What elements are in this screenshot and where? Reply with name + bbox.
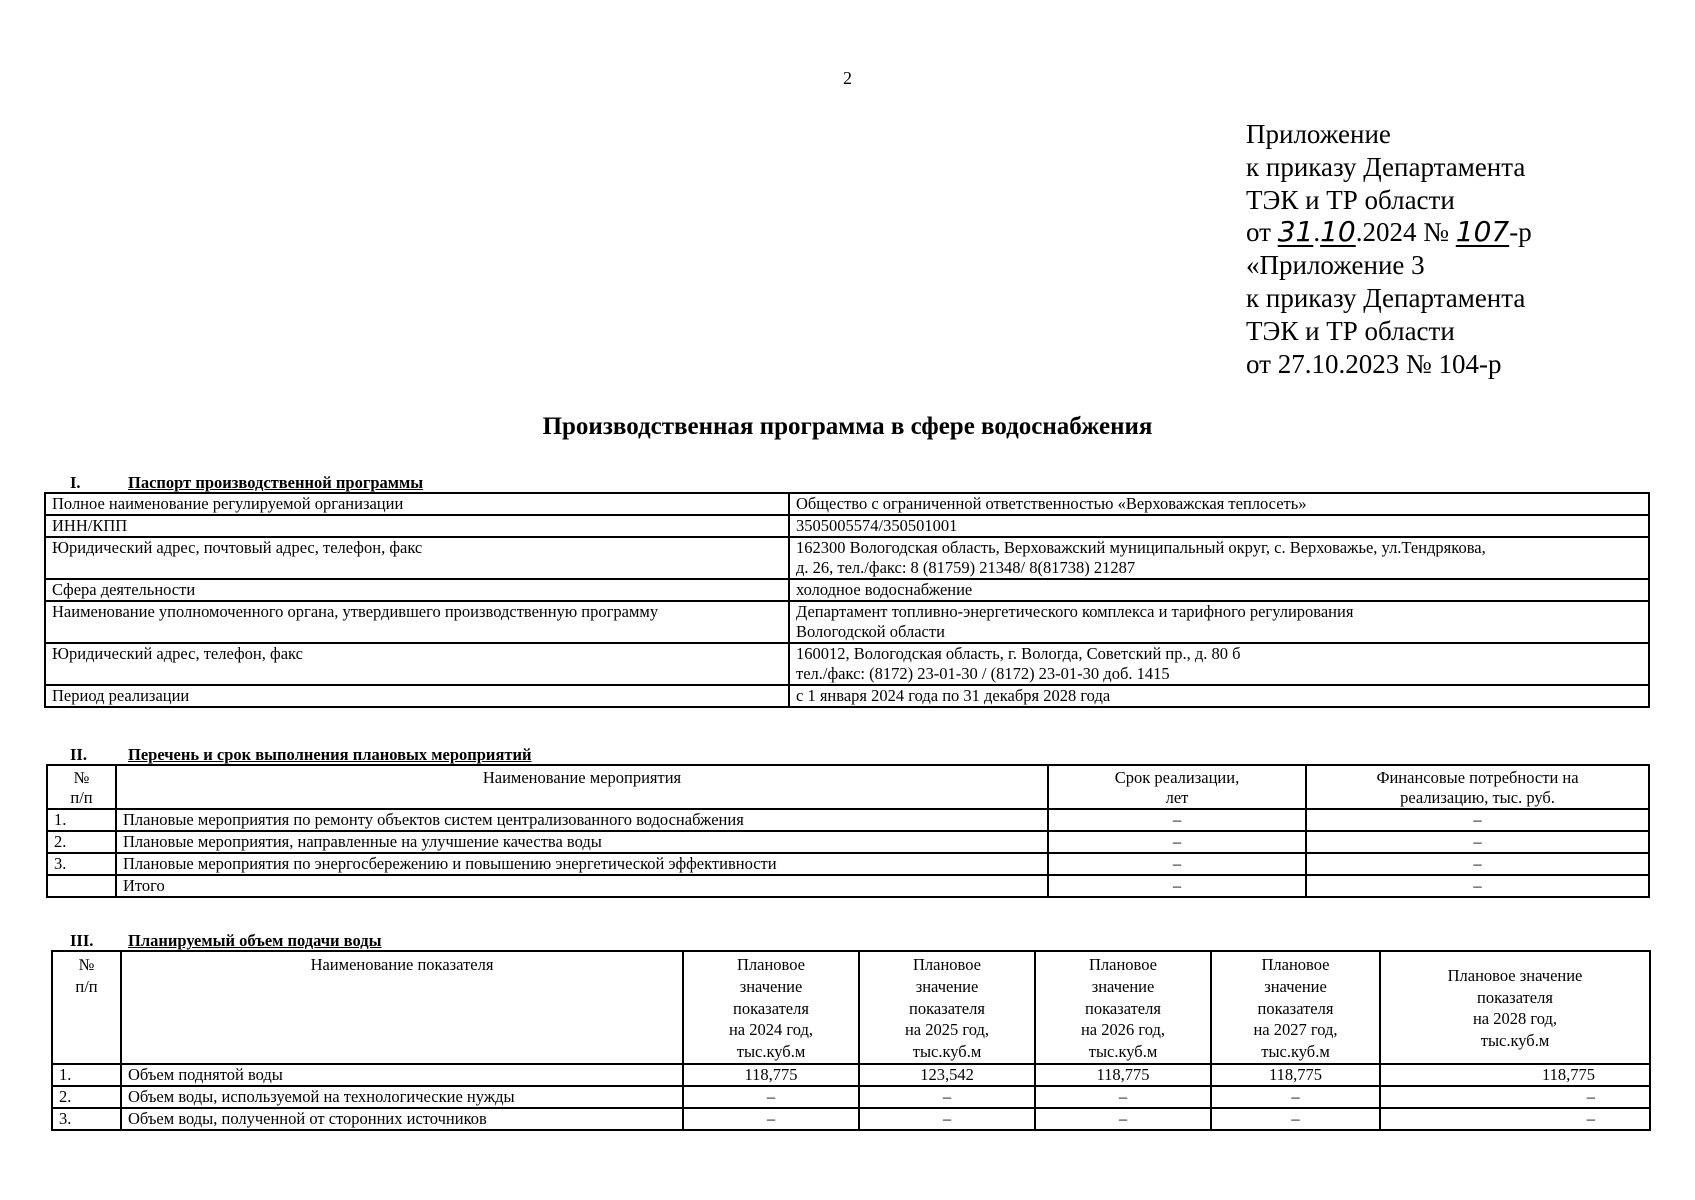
section-title-text: Паспорт производственной программы [128,473,424,492]
row-value: – [1211,1086,1380,1108]
passport-value: Общество с ограниченной ответственностью «Верховажская теплосеть» [789,493,1649,515]
header-num [47,765,116,809]
header-text: тыс.куб.м [912,1042,982,1062]
header-text: тыс.куб.м [1088,1042,1158,1062]
row-num: 2. [52,1086,121,1108]
section-number: II. [70,745,87,764]
header-text: показателя [1085,998,1161,1018]
passport-value: Департамент топливно-энергетического комплекса и тарифного регулирования [796,602,1354,621]
table-row [52,1108,1650,1130]
row-name: Плановые мероприятия, направленные на улучшение качества воды [116,831,1048,853]
passport-value-line2: тел./факс: (8172) 23-01-30 / (8172) 23-01-30 доб. 1415 [796,664,1170,683]
header-text: тыс.куб.м [736,1042,806,1062]
section-1-title [70,473,423,493]
row-financial: – [1306,831,1649,853]
header-text: на 2025 год, [904,1020,990,1040]
header-text: Плановое [1088,955,1157,974]
row-term: – [1048,875,1306,897]
passport-value: с 1 января 2024 года по 31 декабря 2028 года [789,685,1649,707]
section-number: I. [70,473,81,492]
section-title-text: Планируемый объем подачи воды [128,931,382,950]
header-text: на 2026 год, [1080,1020,1166,1040]
header-text: п/п [75,976,98,996]
table-row [45,685,1649,707]
header-text: показателя [1257,998,1334,1018]
row-name: Плановые мероприятия по энергосбережению и повышению энергетической эффективности [116,853,1048,875]
passport-table [44,492,1650,708]
row-financial: – [1306,853,1649,875]
order-year-number: .2024 № [1355,217,1456,248]
header-text: тыс.куб.м [1480,1031,1550,1051]
table-row [47,809,1649,831]
header-text: Плановое [736,955,805,974]
header-year-2027 [1211,951,1380,1064]
row-num: 1. [52,1064,121,1086]
row-value: – [1211,1108,1380,1130]
row-value: 123,542 [859,1064,1035,1086]
header-text: Срок реализации, [1114,768,1240,787]
table-header-row [52,951,1650,1064]
handwritten-month: 10 [1320,215,1356,249]
header-num [52,951,121,1064]
header-text: № [78,955,95,974]
row-value: – [859,1108,1035,1130]
appendix-line: «Приложение 3 [1246,250,1425,281]
order-suffix: -р [1509,217,1532,248]
header-text: показателя [733,998,809,1018]
table-header-row [47,765,1649,809]
water-volume-table [51,950,1651,1131]
page-number: 2 [843,68,852,88]
passport-value: 3505005574/350501001 [789,515,1649,537]
passport-value: холодное водоснабжение [789,579,1649,601]
header-text: Плановое значение [1447,965,1583,985]
header-text: тыс.куб.м [1261,1042,1330,1062]
passport-value-cell [789,537,1649,579]
order-prefix: от [1246,217,1278,248]
table-row [45,643,1649,685]
header-year-2028 [1380,951,1650,1064]
row-term: – [1048,831,1306,853]
handwritten-day: 31 [1277,215,1314,249]
row-value: 118,775 [683,1064,859,1086]
table-row [45,493,1649,515]
row-financial: – [1306,809,1649,831]
row-value: – [1035,1108,1211,1130]
header-text: п/п [70,788,93,807]
header-name: Наименование мероприятия [116,765,1048,809]
row-term: – [1048,853,1306,875]
appendix-line: Приложение [1246,119,1391,149]
appendix-line: от 27.10.2023 № 104-р [1246,348,1502,379]
row-value: – [1035,1086,1211,1108]
appendix-line: ТЭК и ТР области [1246,315,1455,346]
table-row [52,1086,1650,1108]
header-name: Наименование показателя [121,951,683,1064]
table-row [47,875,1649,897]
passport-label: ИНН/КПП [45,515,789,537]
header-financial [1306,765,1649,809]
header-text: значение [1091,976,1155,996]
row-value: 118,775 [1035,1064,1211,1086]
header-text: значение [915,976,979,996]
measures-table [46,764,1650,898]
table-row [45,515,1649,537]
table-row [47,831,1649,853]
passport-value: 162300 Вологодская область, Верховажский муниципальный округ, с. Верховажье, ул.Тендрякова, [796,538,1486,557]
table-row [52,1064,1650,1086]
row-value: 118,775 [1380,1064,1650,1086]
table-row [45,579,1649,601]
row-term: – [1048,809,1306,831]
header-text: Финансовые потребности на [1376,768,1579,787]
passport-label: Полное наименование регулируемой организации [45,493,789,515]
header-text: на 2028 год, [1472,1009,1558,1029]
header-year-2025 [859,951,1035,1064]
date-separator: . [1313,217,1321,248]
row-name: Итого [116,875,1048,897]
passport-label: Период реализации [45,685,789,707]
section-title-text: Перечень и срок выполнения плановых мероприятий [128,745,532,764]
appendix-line: к приказу Департамента [1246,282,1526,313]
passport-value-line2: д. 26, тел./факс: 8 (81759) 21348/ 8(81738) 21287 [796,558,1136,577]
header-term [1048,765,1306,809]
row-num: 3. [47,853,116,875]
header-text: показателя [909,998,985,1018]
row-value: – [683,1108,859,1130]
appendix-line: к приказу Департамента [1246,151,1526,182]
section-number: III. [70,931,94,950]
header-year-2026 [1035,951,1211,1064]
header-text: № [73,768,90,787]
header-text: лет [1165,788,1189,807]
table-row [45,537,1649,579]
header-text: показателя [1477,987,1553,1007]
row-name: Объем поднятой воды [121,1064,683,1086]
passport-value-cell [789,601,1649,643]
section-2-title [70,745,532,765]
row-value: 118,775 [1211,1064,1380,1086]
row-name: Объем воды, полученной от сторонних источников [121,1108,683,1130]
row-value: – [859,1086,1035,1108]
header-text: значение [1264,976,1327,996]
row-value: – [1380,1108,1650,1130]
row-num: 3. [52,1108,121,1130]
row-num: 2. [47,831,116,853]
handwritten-order-number: 107 [1455,215,1510,249]
header-text: реализацию, тыс. руб. [1400,788,1555,807]
row-value: – [683,1086,859,1108]
appendix-block [1246,118,1532,380]
header-text: Плановое [1261,955,1330,974]
header-text: значение [739,976,803,996]
table-row [45,601,1649,643]
header-text: Плановое [912,955,981,974]
row-name: Объем воды, используемой на технологические нужды [121,1086,683,1108]
passport-label: Юридический адрес, почтовый адрес, телефон, факс [45,537,789,579]
header-text: на 2024 год, [728,1020,814,1040]
passport-label: Юридический адрес, телефон, факс [45,643,789,685]
appendix-line: ТЭК и ТР области [1246,184,1455,215]
row-value: – [1380,1086,1650,1108]
passport-value: 160012, Вологодская область, г. Вологда, Советский пр., д. 80 б [796,644,1241,663]
document-title: Производственная программа в сфере водоснабжения [542,413,1153,440]
table-row [47,853,1649,875]
passport-value-line2: Вологодской области [796,622,945,641]
section-3-title [70,931,382,951]
row-name: Плановые мероприятия по ремонту объектов систем централизованного водоснабжения [116,809,1048,831]
passport-value-cell [789,643,1649,685]
row-financial: – [1306,875,1649,897]
appendix-order-date-line [1246,216,1532,249]
header-text: на 2027 год, [1253,1020,1338,1040]
passport-label: Наименование уполномоченного органа, утвердившего производственную программу [45,601,789,643]
passport-label: Сфера деятельности [45,579,789,601]
row-num [47,875,116,897]
row-num: 1. [47,809,116,831]
header-year-2024 [683,951,859,1064]
